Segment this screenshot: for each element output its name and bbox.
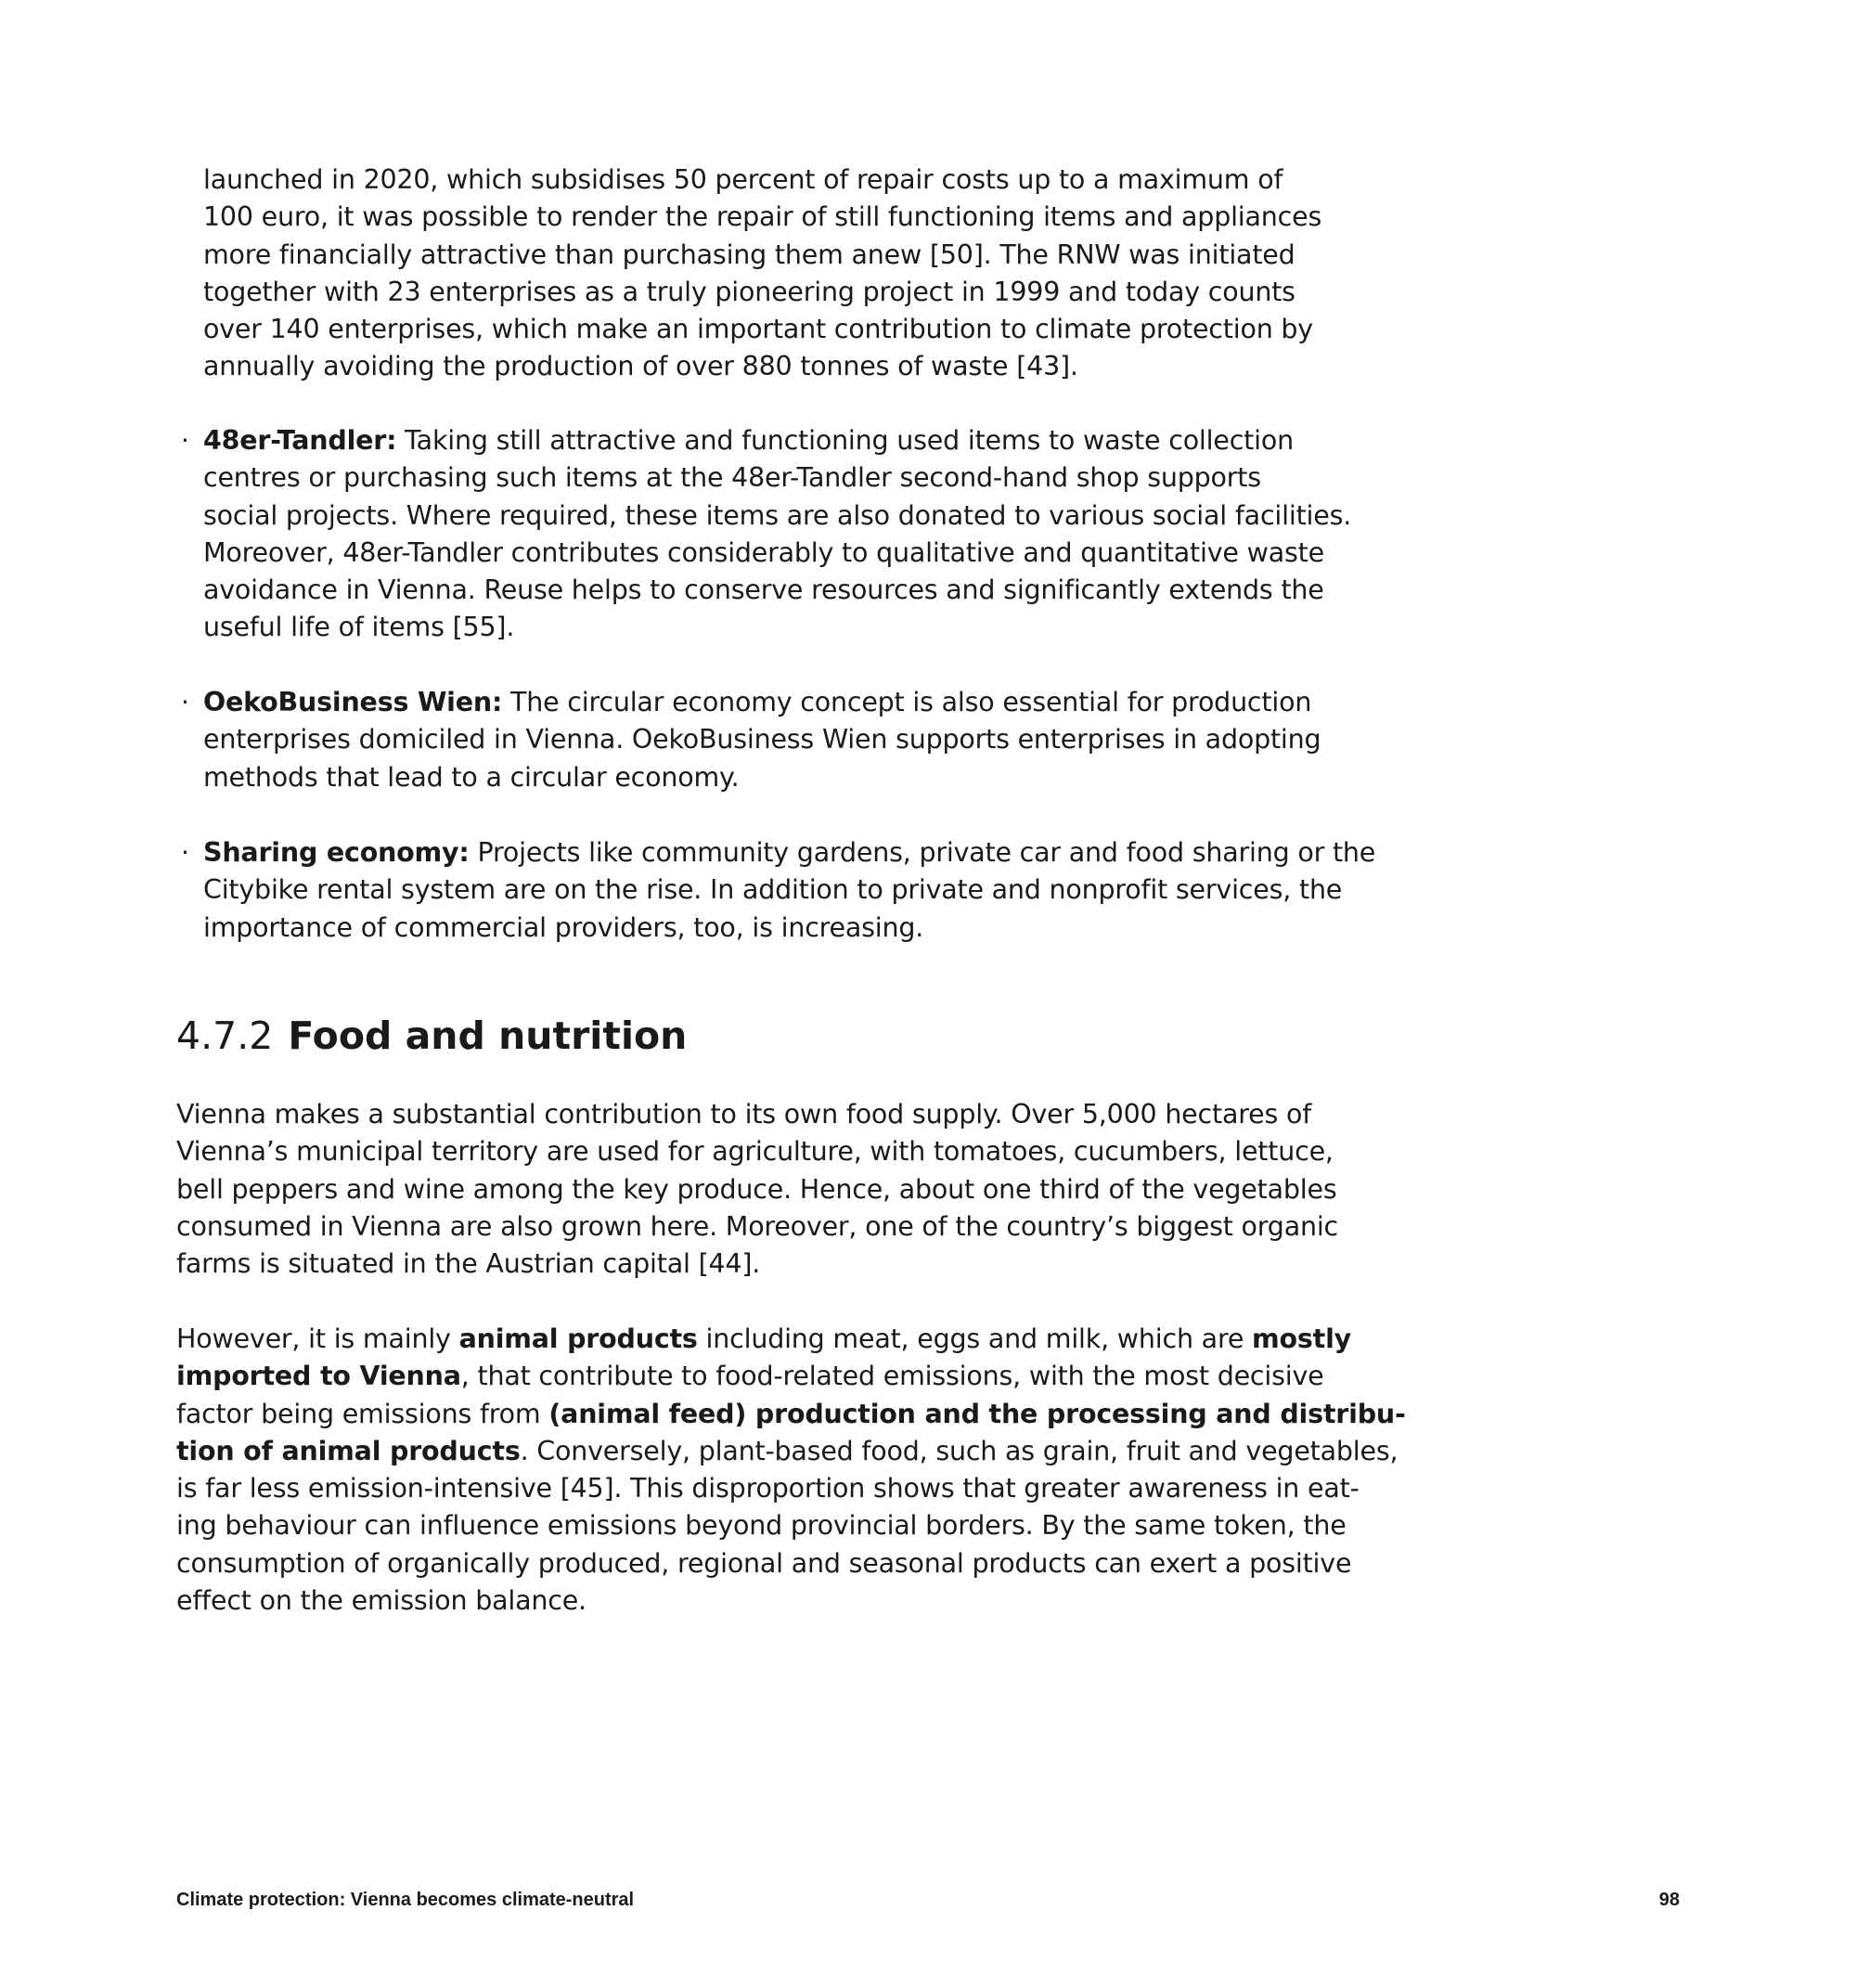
bold-run: imported to Vienna [176,1361,461,1392]
paragraph-animal-products [176,1321,1406,1620]
text-line: useful life of items [55]. [203,612,515,643]
text-line: more financially attractive than purchasing them anew [50]. The RNW was initiated [203,239,1295,270]
text-line: launched in 2020, which subsidises 50 percent of repair costs up to a maximum of [203,164,1283,195]
text-line: consumed in Vienna are also grown here. Moreover, one of the country’s biggest organic [176,1210,1339,1242]
text-line: bell peppers and wine among the key produce. Hence, about one third of the vegetables [176,1173,1337,1205]
text-line [203,834,1375,871]
text-line: consumption of organically produced, regional and seasonal products can exert a positive [176,1547,1352,1579]
bullet-marker: · [181,837,189,868]
text-line: together with 23 enterprises as a truly pioneering project in 1999 and today counts [203,276,1295,307]
text-run: including meat, eggs and milk, which are [697,1323,1253,1354]
bold-run: (animal feed) production and the processing and distribu- [548,1398,1406,1429]
bold-run: animal products [458,1323,698,1354]
text-line [176,1358,1406,1395]
text-run: factor being emissions from [176,1398,549,1429]
text-line [176,1396,1406,1433]
text-line [176,1321,1406,1358]
bold-run: tion of animal products [176,1435,521,1466]
continuation-paragraph [203,161,1321,386]
text-line: enterprises domiciled in Vienna. OekoBusiness Wien supports enterprises in adopting [203,724,1321,755]
text-line: effect on the emission balance. [176,1585,586,1617]
bullet-item-oekobusiness-wien [203,684,1321,796]
bullet-text: Projects like community gardens, private car and food sharing or the [469,837,1376,868]
bold-run: mostly [1252,1323,1352,1354]
text-line: annually avoiding the production of over 880 tonnes of waste [43]. [203,351,1078,382]
text-line: methods that lead to a circular economy. [203,761,740,793]
text-line: over 140 enterprises, which make an important contribution to climate protection by [203,314,1313,345]
footer-title: Climate protection: Vienna becomes climate-neutral [176,1890,635,1910]
text-line: 100 euro, it was possible to render the repair of still functioning items and appliances [203,201,1322,233]
section-number: 4.7.2 [176,1013,274,1058]
text-line [203,422,1351,459]
bullet-item-48er-tandler [203,422,1351,647]
text-line: social projects. Where required, these items are also donated to various social facilities. [203,499,1352,531]
text-line: Citybike rental system are on the rise. In addition to private and nonprofit services, the [203,874,1343,906]
text-line: farms is situated in the Austrian capital [44]. [176,1248,761,1280]
text-line: ing behaviour can influence emissions beyond provincial borders. By the same token, the [176,1510,1347,1542]
bullet-term: Sharing economy: [203,837,470,868]
bullet-marker: · [181,425,189,456]
text-run: , that contribute to food-related emissions, with the most decisive [460,1361,1324,1392]
text-line: is far less emission-intensive [45]. This disproportion shows that greater awareness in eat- [176,1473,1360,1504]
section-heading [176,1010,687,1062]
section-title: Food and nutrition [288,1013,688,1058]
text-line: importance of commercial providers, too, is increasing. [203,911,924,943]
bullet-item-sharing-economy [203,834,1375,947]
text-run: However, it is mainly [176,1323,459,1354]
text-line [176,1433,1406,1470]
bullet-marker: · [181,687,189,717]
text-line: avoidance in Vienna. Reuse helps to conserve resources and significantly extends the [203,574,1324,606]
text-line [203,684,1321,721]
bullet-term: OekoBusiness Wien: [203,687,503,717]
text-line: Moreover, 48er-Tandler contributes considerably to qualitative and quantitative waste [203,536,1324,568]
paragraph-food-supply [176,1096,1338,1283]
text-line: Vienna makes a substantial contribution to its own food supply. Over 5,000 hectares of [176,1099,1312,1130]
bullet-text: The circular economy concept is also essential for production [502,687,1312,717]
text-line: Vienna’s municipal territory are used for agriculture, with tomatoes, cucumbers, lettuce, [176,1136,1334,1168]
bullet-term: 48er-Tandler: [203,425,397,456]
bullet-text: Taking still attractive and functioning used items to waste collection [396,425,1294,456]
text-run: . Conversely, plant-based food, such as grain, fruit and vegetables, [520,1435,1398,1466]
page-number: 98 [1658,1890,1680,1910]
text-line: centres or purchasing such items at the 48er-Tandler second-hand shop supports [203,462,1261,494]
